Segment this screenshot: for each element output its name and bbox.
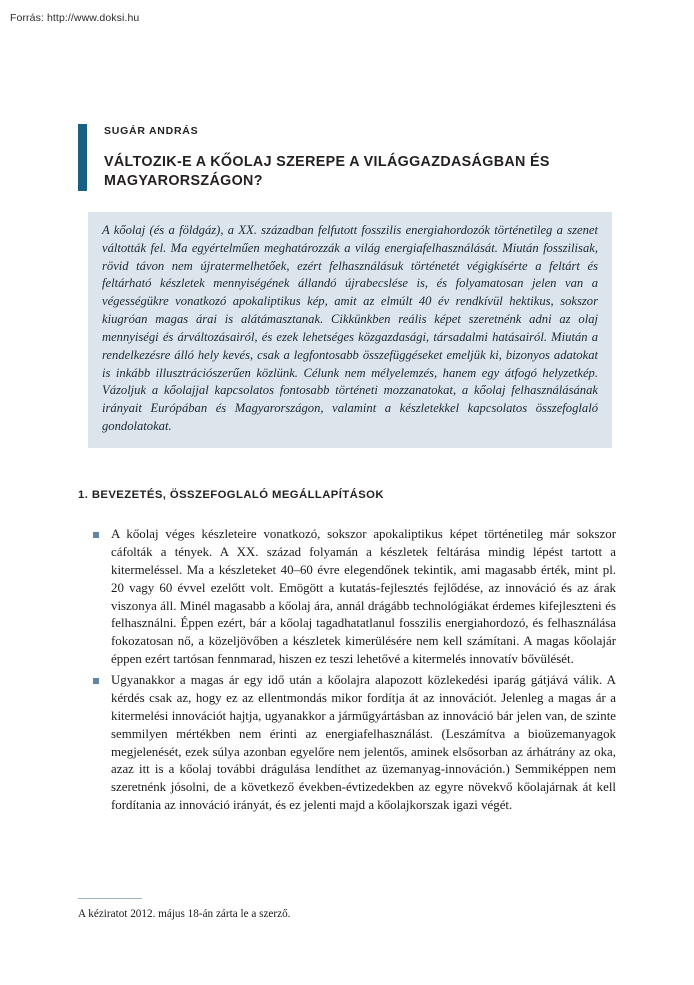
footnote-block xyxy=(78,898,602,922)
abstract-text: A kőolaj (és a földgáz), a XX. században felfutott fosszilis energiahordozók történetileg a szenet váltották fel. Ma egyértelműen meghatározzák a világ energiafelhasználását. Miután fosszilisak, rövid távon nem újratermelhetőek, ezért felhasználásuk történetét végigkísérte a feltárt és feltárható készletek mennyiségének állandó újrabecslése is, és folyamatosan jelen van a végességükre vonatkozó apokaliptikus kép, amit az elmúlt 40 év rendkívül hektikus, sokszor kiugróan magas árai is alátámasztanak. Cikkünkben reális képet szeretnénk adni az olaj mennyiségi és árváltozásairól, és ezek lehetséges közgazdasági, társadalmi hatásairól. Miután a rendelkezésre álló hely kevés, csak a legfontosabb összefüggéseket emeljük ki, bizonyos adatokat is inkább illusztrációszerűen közlünk. Célunk nem mélyelemzés, hanem egy átfogó helyzetkép. Vázoljuk a kőolajjal kapcsolatos fontosabb történeti mozzanatokat, a kőolaj felhasználásának irányait Európában és Magyarországon, valamint a készletekkel kapcsolatos összefoglaló gondolatokat. xyxy=(102,223,598,433)
list-item-text: A kőolaj véges készleteire vonatkozó, sokszor apokaliptikus képet történetileg már sokszor cáfolták a tények. A XX. század folyamán a készletek feltárása mindig lépést tartott a kitermeléssel. Ma a készleteket 40–60 évre elegendőnek tekintik, ami magasabb érték, mint pl. 20 vagy 60 évvel ezelőtt volt. Emögött a kutatás-fejlesztés fejlődése, az innováció és az árak viszonya áll. Minél magasabb a kőolaj ára, annál drágább technológiákat érdemes kifejleszteni és felhasználni. Éppen ezért, bár a kőolaj tagadhatatlanul fosszilis energiahordozó, és felhasználása fokozatosan nő, a közeljövőben a készletek kimerülésére nem kell számítani. A magas kőolajár éppen ezért tartósan fennmarad, hiszen ez teszi lehetővé a kitermelés innovatív bővülését. xyxy=(111,527,616,667)
footnote-text: A kéziratot 2012. május 18-án zárta le a szerző. xyxy=(78,908,291,920)
page-title: VÁLTOZIK-E A KŐOLAJ SZEREPE A VILÁGGAZDASÁGBAN ÉS MAGYARORSZÁGON? xyxy=(104,154,550,189)
list-item xyxy=(92,526,616,669)
footnote-divider xyxy=(78,898,142,899)
square-bullet-icon xyxy=(93,678,99,684)
list-item xyxy=(92,672,616,815)
square-bullet-icon xyxy=(93,532,99,538)
title-block xyxy=(78,124,618,191)
section-heading: 1. BEVEZETÉS, ÖSSZEFOGLALÓ MEGÁLLAPÍTÁSOK xyxy=(78,489,384,501)
body-bullet-list xyxy=(92,526,616,818)
accent-bar xyxy=(78,124,87,191)
abstract-block xyxy=(88,212,612,448)
title-text-group xyxy=(104,124,618,191)
author-name: SUGÁR ANDRÁS xyxy=(104,125,199,137)
source-watermark: Forrás: http://www.doksi.hu xyxy=(10,12,140,24)
list-item-text: Ugyanakkor a magas ár egy idő után a kőolajra alapozott közlekedési iparág gátjává válik. A kérdés csak az, hogy ez az ellentmondás mikor fordítja át az innovációt. Jelenleg a magas ár a kitermelési innovációt hajtja, ugyanakkor a járműgyártásban az innováció bár jelen van, de szinte semmilyen mértékben nem érinti az energiafelhasználást. (Leszámítva a bioüzemanyagok megjelenését, ezek súlya azonban egyelőre nem jelentős, aminek elsősorban az árhátrány az oka, azaz itt is a kőolaj további drágulása lendíthet az üzemanyag-innováción.) Semmiképpen nem szeretnénk jósolni, de a következő években-évtizedekben az egyre növekvő kőolajárnak át kell fordítania az innováció irányát, és ez jelenti majd a kőolajkorszak igazi végét. xyxy=(111,673,616,813)
